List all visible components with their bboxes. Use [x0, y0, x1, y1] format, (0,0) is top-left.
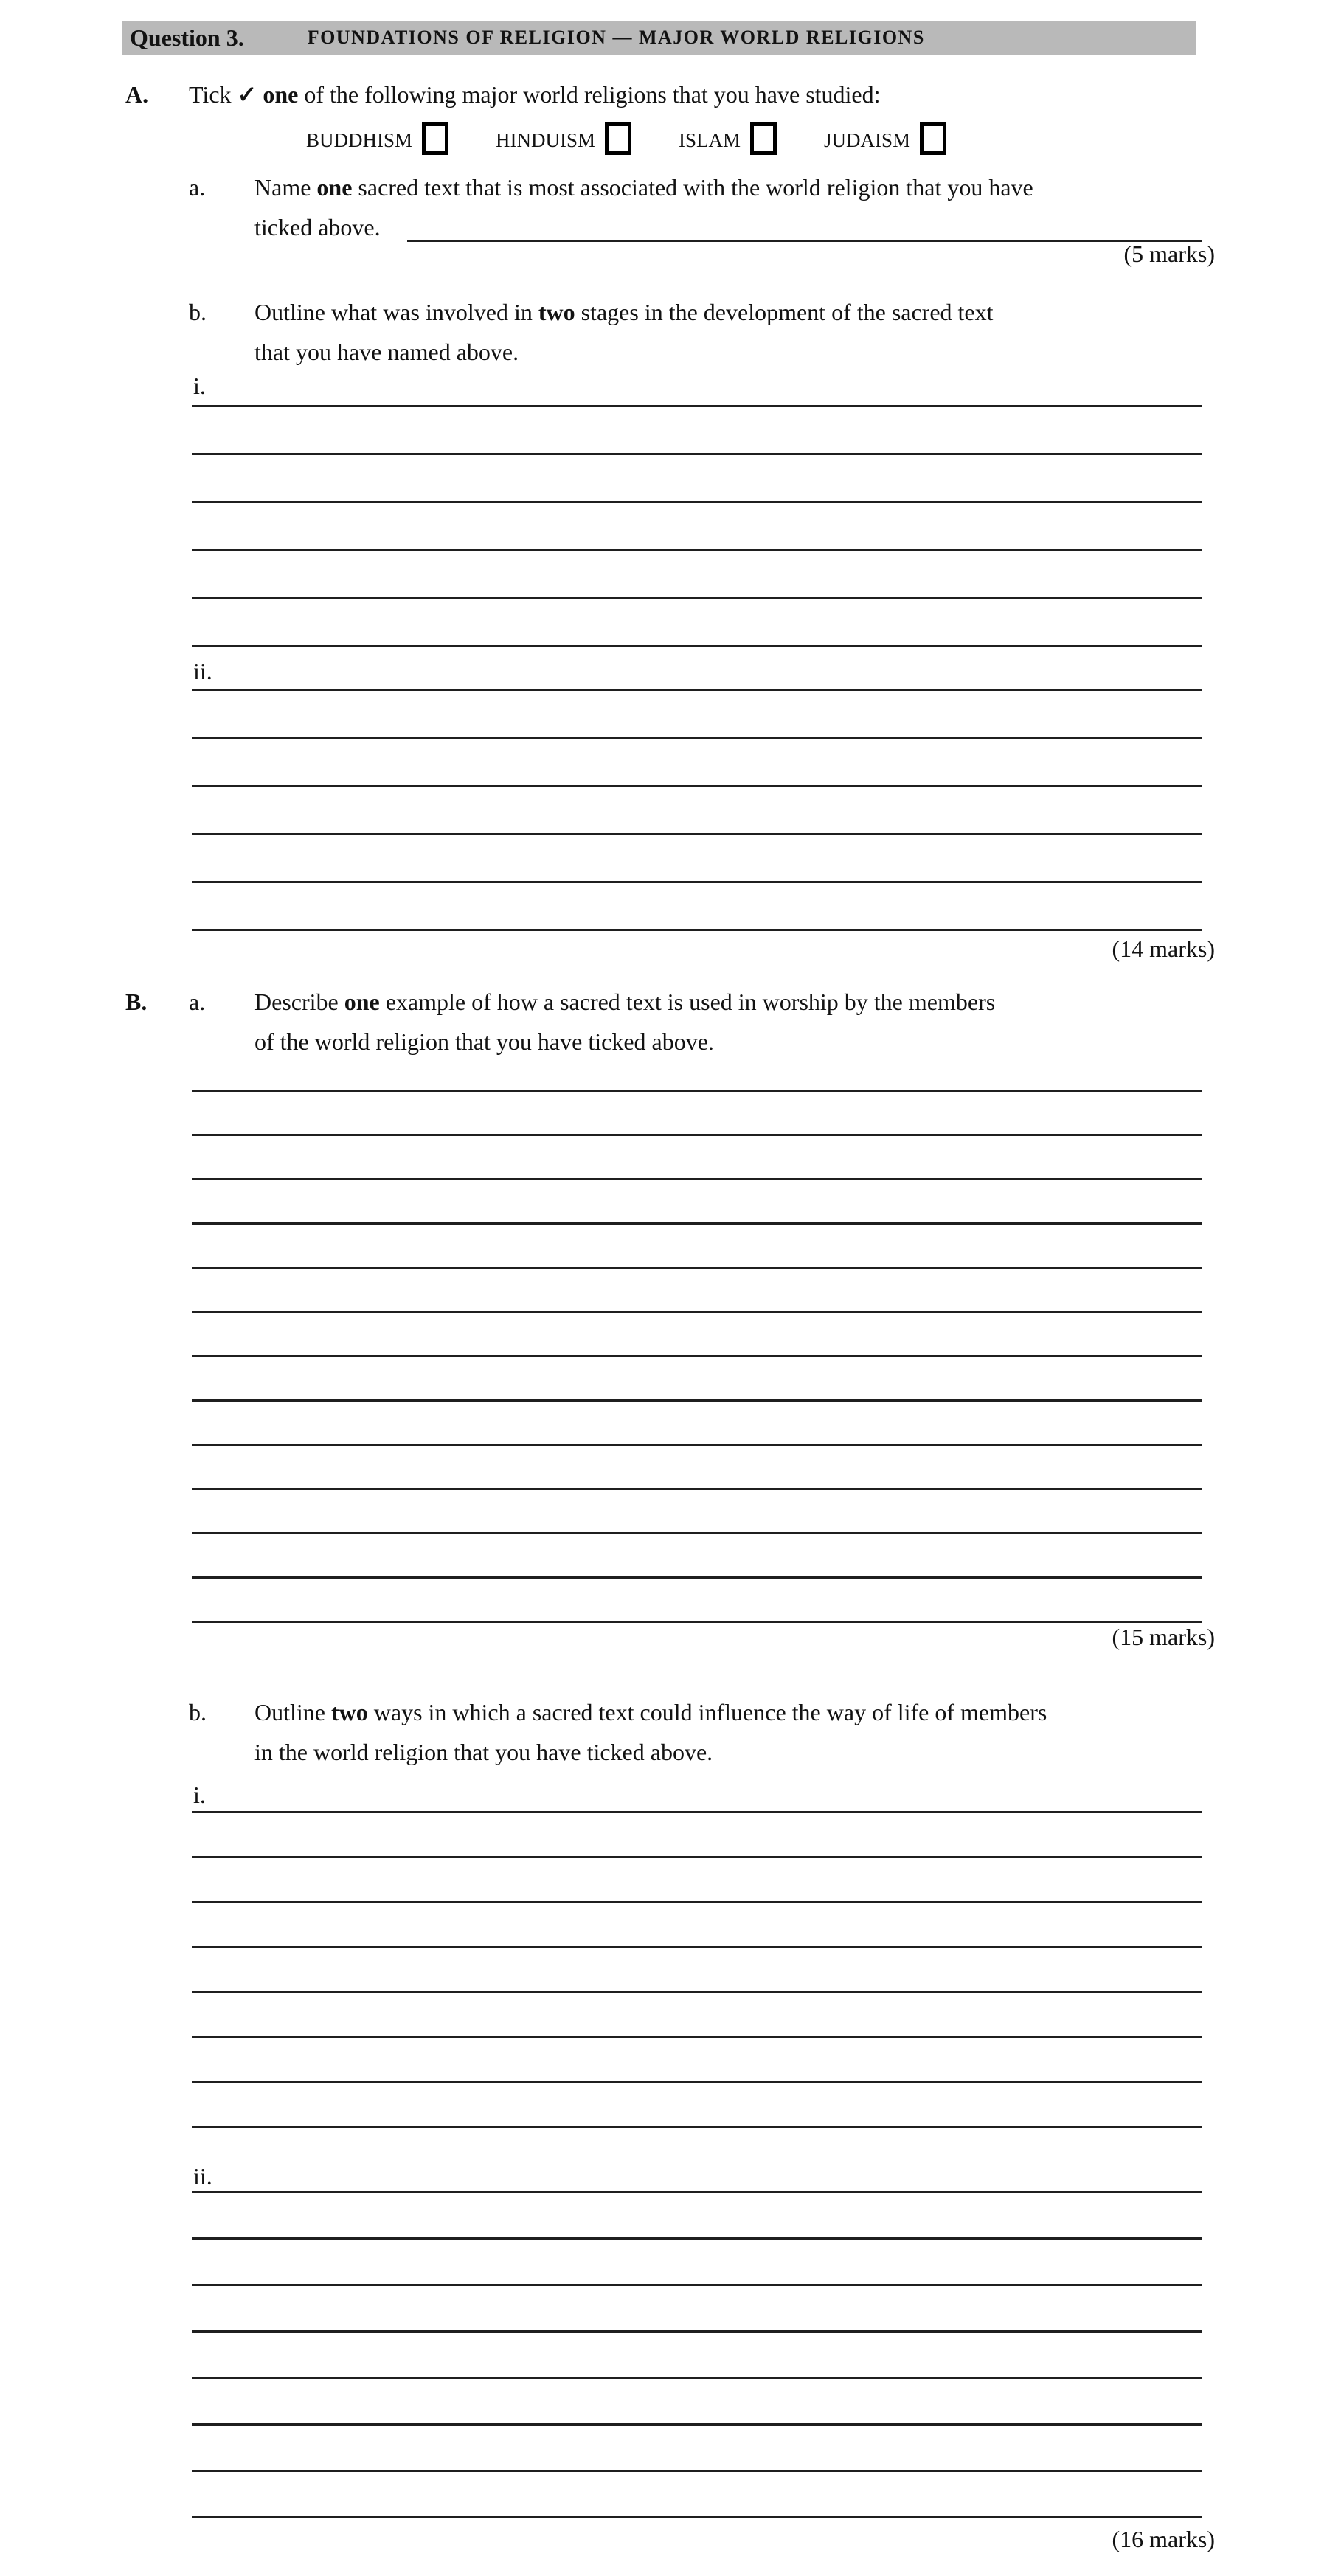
answer-line[interactable]	[192, 1534, 1202, 1579]
intro-post: of the following major world religions that you have studied:	[304, 81, 881, 108]
q-a-b-line1: Outline what was involved in two stages in the development of the sacred text	[254, 299, 994, 325]
religion-option-hinduism	[496, 122, 631, 155]
answer-line[interactable]	[192, 1180, 1202, 1225]
answer-line[interactable]	[192, 1402, 1202, 1446]
answer-line[interactable]	[192, 1225, 1202, 1269]
section-a-intro	[125, 75, 1202, 114]
answer-line[interactable]	[192, 2286, 1202, 2333]
religion-options-row	[306, 112, 946, 155]
answer-line[interactable]	[192, 1446, 1202, 1490]
item-letter-a: a.	[189, 174, 206, 201]
answer-line[interactable]	[192, 1490, 1202, 1534]
answer-lines-a-b-i	[192, 359, 1202, 647]
judaism-checkbox[interactable]	[920, 122, 946, 155]
answer-line[interactable]	[192, 643, 1202, 691]
question-header-bar	[122, 21, 1196, 55]
religion-label: ISLAM	[679, 129, 741, 151]
religion-label: BUDDHISM	[306, 129, 413, 151]
islam-checkbox[interactable]	[750, 122, 777, 155]
item-letter-b: b.	[189, 1699, 207, 1725]
answer-line[interactable]	[192, 599, 1202, 647]
item-letter-b: b.	[189, 299, 207, 325]
answer-line[interactable]	[192, 1313, 1202, 1357]
answer-line[interactable]	[192, 2472, 1202, 2518]
answer-line[interactable]	[192, 2379, 1202, 2426]
answer-line[interactable]	[192, 739, 1202, 787]
answer-line[interactable]	[192, 407, 1202, 455]
answer-lines-a-b-ii	[192, 643, 1202, 931]
question-number: Question 3.	[130, 24, 244, 51]
answer-lines-b-a	[192, 1048, 1202, 1623]
answer-line[interactable]	[192, 1948, 1202, 1993]
q-a-a-line1: Name one sacred text that is most associated with the world religion that you have	[254, 174, 1033, 201]
intro-pre: Tick	[189, 81, 238, 108]
answer-line[interactable]	[192, 1768, 1202, 1813]
tick-icon: ✓	[237, 81, 257, 108]
answer-line[interactable]	[192, 359, 1202, 407]
answer-line[interactable]	[192, 503, 1202, 551]
hinduism-checkbox[interactable]	[605, 122, 631, 155]
q-a-a-line2: ticked above.	[254, 207, 1202, 247]
marks-a-b: (14 marks)	[1112, 935, 1215, 962]
roman-numeral-i: i.	[193, 1782, 206, 1808]
answer-line[interactable]	[192, 2193, 1202, 2240]
answer-line[interactable]	[192, 2426, 1202, 2472]
religion-option-buddhism	[306, 122, 448, 155]
section-b-letter: B.	[125, 988, 148, 1015]
question-a-a-text	[254, 167, 1202, 247]
answer-line[interactable]	[192, 1136, 1202, 1180]
section-a-letter: A.	[125, 81, 149, 108]
q-b-a-line1: Describe one example of how a sacred text is used in worship by the members	[254, 988, 996, 1015]
roman-numeral-ii: ii.	[193, 2163, 212, 2189]
q-b-a-line2: of the world religion that you have ticked above.	[254, 1028, 714, 1055]
answer-line[interactable]	[192, 1357, 1202, 1402]
question-b-b-text	[254, 1692, 1202, 1772]
roman-numeral-i: i.	[193, 373, 206, 399]
answer-line[interactable]	[192, 455, 1202, 503]
religion-option-judaism	[824, 122, 946, 155]
answer-lines-b-b-i	[192, 1768, 1202, 2128]
section-a-intro-text	[189, 75, 1202, 114]
answer-line[interactable]	[192, 2147, 1202, 2193]
marks-b-b: (16 marks)	[1112, 2526, 1215, 2552]
item-letter-a: a.	[189, 988, 206, 1015]
q-a-b-line2: that you have named above.	[254, 339, 519, 365]
answer-line[interactable]	[192, 1092, 1202, 1136]
question-title: FOUNDATIONS OF RELIGION — MAJOR WORLD RELIGIONS	[307, 27, 925, 48]
religion-option-islam	[679, 122, 777, 155]
answer-line[interactable]	[192, 1858, 1202, 1903]
q-b-b-line1: Outline two ways in which a sacred text could influence the way of life of members	[254, 1699, 1047, 1725]
answer-line[interactable]	[192, 2083, 1202, 2128]
roman-numeral-ii: ii.	[193, 658, 212, 685]
q-b-b-line2: in the world religion that you have ticked above.	[254, 1739, 713, 1765]
question-a-a	[189, 167, 1202, 247]
answer-line[interactable]	[192, 551, 1202, 599]
buddhism-checkbox[interactable]	[422, 122, 448, 155]
answer-line[interactable]	[407, 207, 1202, 242]
answer-line[interactable]	[192, 1579, 1202, 1623]
religion-label: JUDAISM	[824, 129, 911, 151]
answer-line[interactable]	[192, 1993, 1202, 2038]
answer-line[interactable]	[192, 2240, 1202, 2286]
answer-line[interactable]	[192, 691, 1202, 739]
answer-line[interactable]	[192, 1813, 1202, 1858]
question-b-b	[189, 1692, 1202, 1772]
answer-line[interactable]	[192, 1903, 1202, 1948]
answer-line[interactable]	[192, 2333, 1202, 2379]
answer-line[interactable]	[192, 1048, 1202, 1092]
religion-label: HINDUISM	[496, 129, 596, 151]
intro-bold: one	[257, 81, 305, 108]
marks-b-a: (15 marks)	[1112, 1624, 1215, 1650]
answer-lines-b-b-ii	[192, 2147, 1202, 2518]
answer-line[interactable]	[192, 883, 1202, 931]
answer-line[interactable]	[192, 2038, 1202, 2083]
answer-line[interactable]	[192, 1269, 1202, 1313]
marks-a-a: (5 marks)	[1123, 240, 1215, 267]
answer-line[interactable]	[192, 835, 1202, 883]
answer-line[interactable]	[192, 787, 1202, 835]
